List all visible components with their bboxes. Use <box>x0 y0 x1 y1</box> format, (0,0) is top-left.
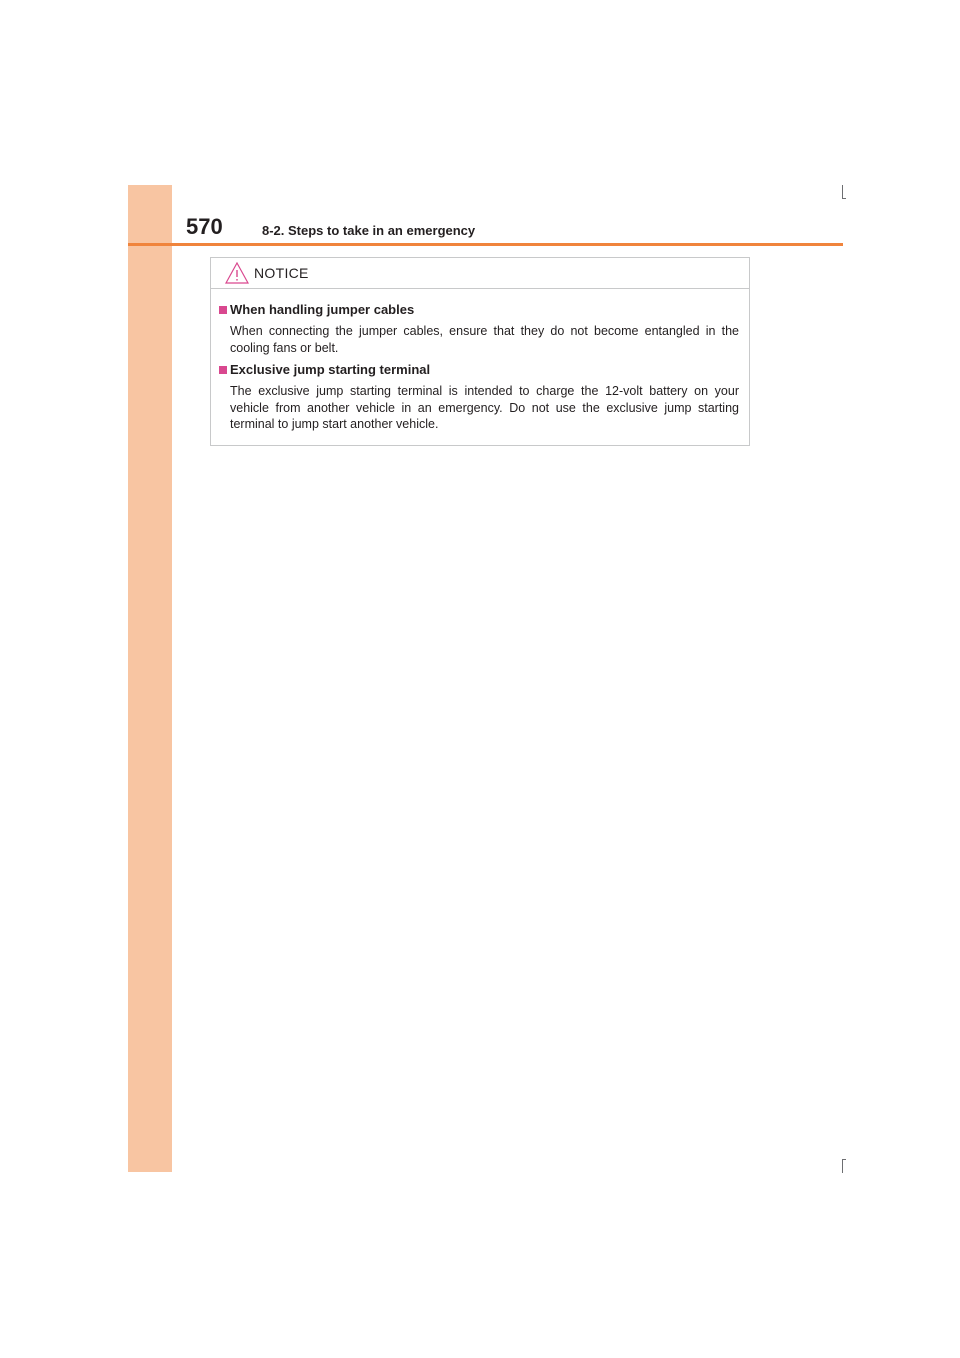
header-rule <box>128 243 843 246</box>
notice-item-heading: When handling jumper cables <box>230 302 415 317</box>
notice-item-heading-container <box>211 362 749 378</box>
crop-mark-bottom <box>842 1159 843 1173</box>
page-number: 570 <box>186 214 223 239</box>
page-header <box>186 214 842 244</box>
notice-item <box>211 362 749 433</box>
notice-box <box>210 257 750 446</box>
notice-item-text: When connecting the jumper cables, ensure that they do not become entangled in the cooling fans or belt. <box>230 324 739 355</box>
notice-item-text: The exclusive jump starting terminal is intended to charge the 12-volt battery on your vehicle from another vehicle in an emergency. Do not use the exclusive jump starting terminal to jump start another vehicle. <box>230 384 739 431</box>
side-tab-band <box>128 185 172 1172</box>
warning-triangle-icon <box>225 262 249 284</box>
notice-body <box>211 302 749 439</box>
notice-item-heading: Exclusive jump starting terminal <box>230 362 431 377</box>
notice-header <box>211 258 749 289</box>
notice-title: NOTICE <box>254 265 309 281</box>
notice-item <box>211 302 749 356</box>
square-bullet-icon <box>219 366 227 374</box>
crop-mark-top <box>842 185 843 199</box>
square-bullet-icon <box>219 306 227 314</box>
section-title: 8-2. Steps to take in an emergency <box>262 223 476 238</box>
notice-item-heading-container <box>211 302 749 318</box>
